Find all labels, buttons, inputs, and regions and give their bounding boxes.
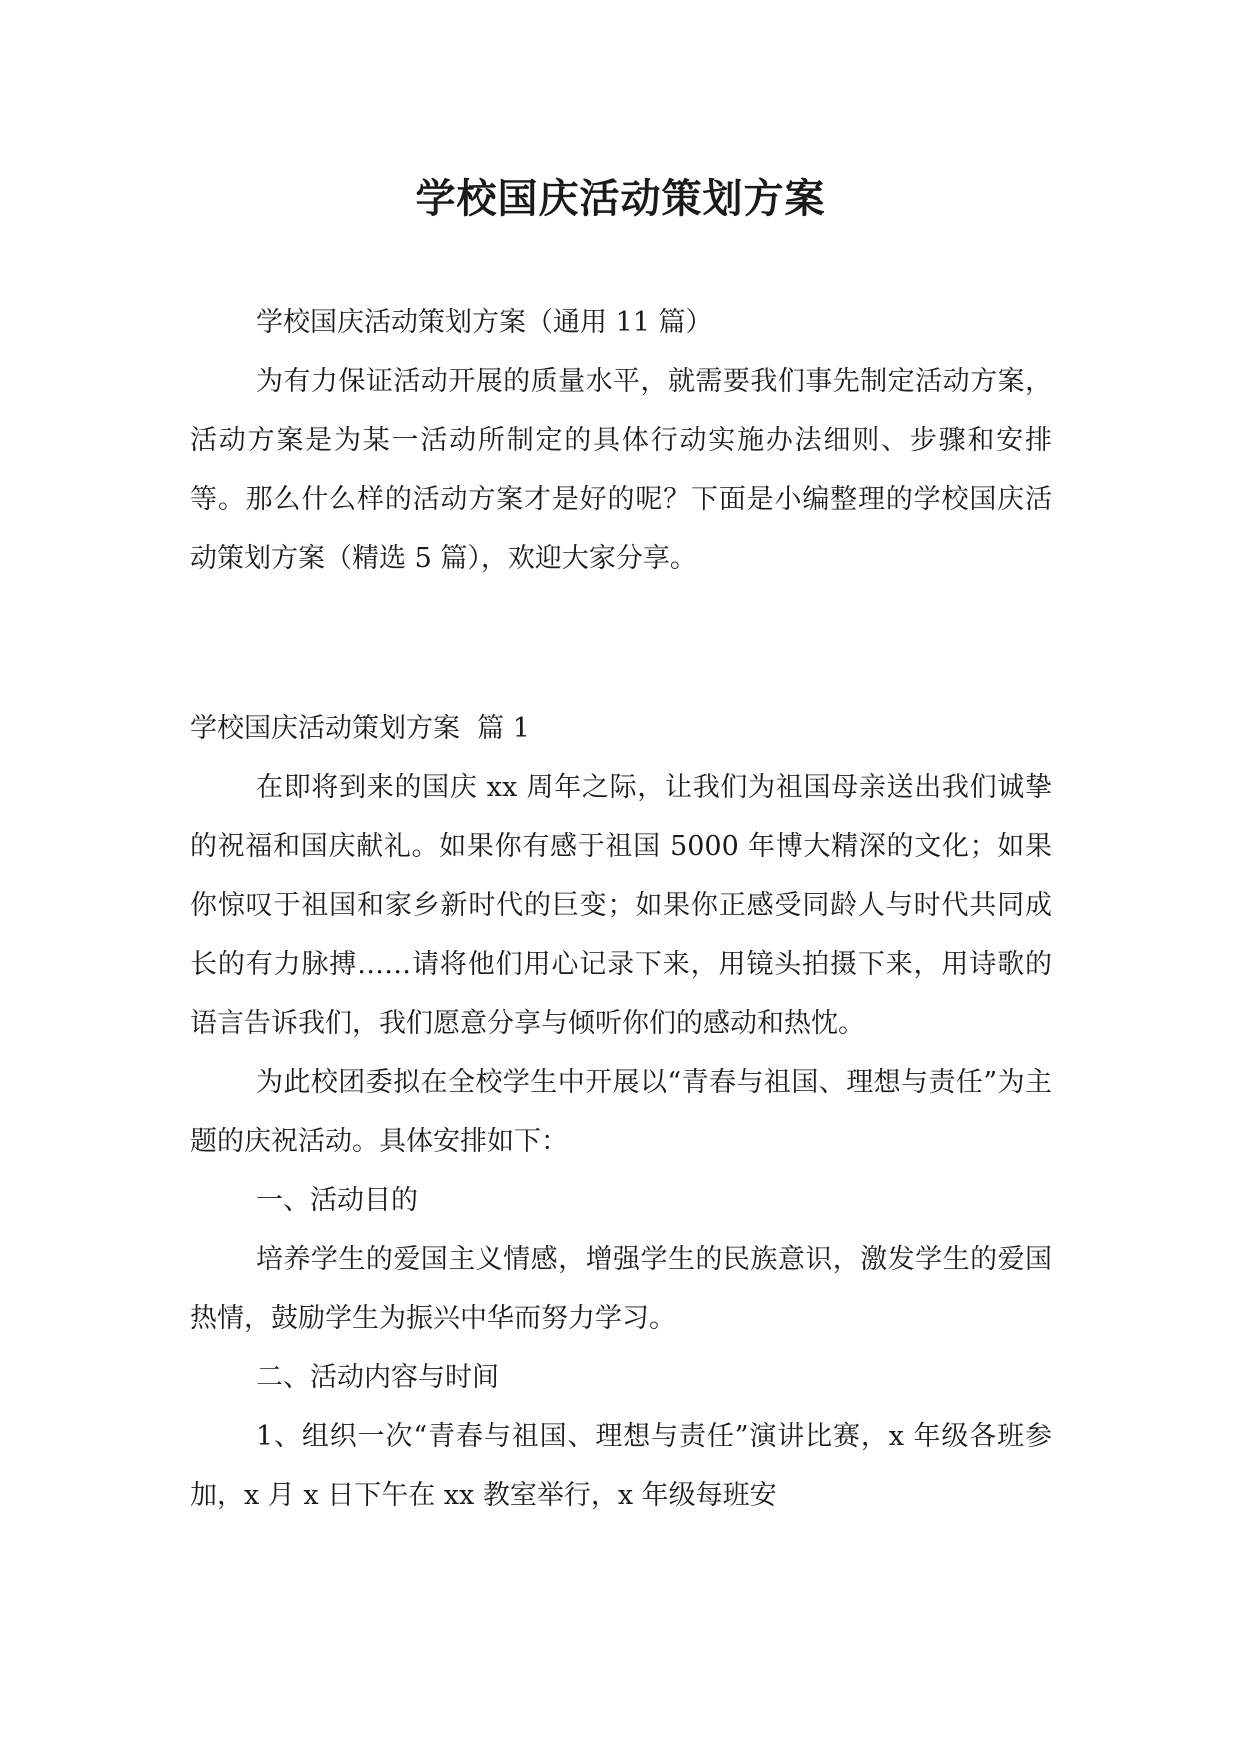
section-1-heading: 学校国庆活动策划方案 篇 1 [190, 713, 530, 744]
section-1-heading-purpose: 一、活动目的 [256, 1185, 418, 1216]
section-1-heading-content: 二、活动内容与时间 [256, 1362, 499, 1393]
intro-subtitle: 学校国庆活动策划方案（通用 11 篇） [256, 307, 713, 338]
section-1-paragraph-2: 为此校团委拟在全校学生中开展以“青春与祖国、理想与责任”为主题的庆祝活动。具体安排如下： [190, 1067, 1052, 1157]
section-1 [190, 699, 1052, 1525]
section-1-paragraph-4: 1、组织一次“青春与祖国、理想与责任”演讲比赛，x 年级各班参加，x 月 x 日下午在 xx 教室举行，x 年级每班安 [190, 1421, 1052, 1511]
intro-paragraph: 为有力保证活动开展的质量水平，就需要我们事先制定活动方案，活动方案是为某一活动所制定的具体行动实施办法细则、步骤和安排等。那么什么样的活动方案才是好的呢？下面是小编整理的学校国庆活动策划方案（精选 5 篇），欢迎大家分享。 [190, 366, 1052, 574]
document-title: 学校国庆活动策划方案 [415, 175, 826, 222]
section-1-paragraph-1: 在即将到来的国庆 xx 周年之际，让我们为祖国母亲送出我们诚挚的祝福和国庆献礼。如果你有感于祖国 5000 年博大精深的文化；如果你惊叹于祖国和家乡新时代的巨变；如果你正感受同龄人与时代共同成长的有力脉搏……请将他们用心记录下来，用镜头拍摄下来，用诗歌的语言告诉我们，我们愿意分享与倾听你们的感动和热忱。 [190, 772, 1052, 1039]
section-1-paragraph-3: 培养学生的爱国主义情感，增强学生的民族意识，激发学生的爱国热情，鼓励学生为振兴中华而努力学习。 [190, 1244, 1052, 1334]
intro-block [190, 293, 1052, 588]
